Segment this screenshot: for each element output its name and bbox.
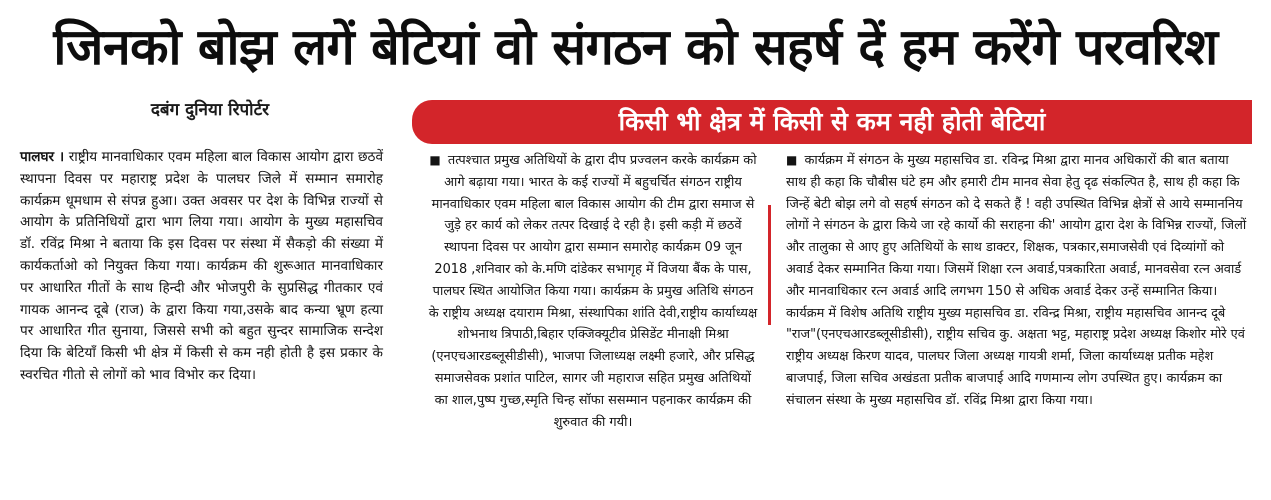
article-column-1	[20, 147, 383, 387]
byline: दबंग दुनिया रिपोर्टर	[150, 100, 270, 120]
article-column-3	[786, 150, 1248, 412]
subheadline: किसी भी क्षेत्र में किसी से कम नही होती बेटियां	[618, 107, 1046, 136]
dateline: पालघर ।	[20, 149, 65, 165]
column-1-text: राष्ट्रीय मानवाधिकार एवम महिला बाल विकास आयोग द्वारा छठवें स्थापना दिवस पर महाराष्ट्र प्रदेश के पालघर जिले में सम्मान समारोह कार्यक्रम धूमधाम से संपन्न हुआ। उक्त अवसर पर देश के विभिन्न राज्यों से आयोग के प्रतिनिधियों द्वारा भाग लिया गया। आयोग के मुख्य महासचिव डॉ. रविंद्र मिश्रा ने बताया कि इस दिवस पर संस्था में सैकड़ो की संख्या में कार्यकर्ताओ को नियुक्त किया गया। कार्यक्रम की शुरूआत मानवाधिकार पर आधारित गीतों के साथ हिन्दी और भोजपुरी के सुप्रसिद्ध गीतकार एवं गायक आनन्द दूबे (राज) के द्वारा किया गया,उसके बाद कन्या भ्रूण हत्या पर आधारित गीत सुनाया, जिससे सभी को बहुत सुन्दर सामाजिक सन्देश दिया कि बेटियाँ किसी भी क्षेत्र में किसी से कम नही होती है इस प्रकार के स्वरचित गीतो से लोगों को भाव विभोर कर दिया।	[20, 149, 383, 383]
column-2-text: तत्पश्चात प्रमुख अतिथियों के द्वारा दीप प्रज्वलन करके कार्यक्रम को आगे बढ़ाया गया। भारत के कई राज्यों में बहुचर्चित संगठन राष्ट्रीय मानवाधिकार एवम महिला बाल विकास आयोग की टीम द्वारा समाज से जुड़े हर कार्य को लेकर तत्पर दिखाई दे रही है। इसी कड़ी में छठवें स्थापना दिवस पर आयोग द्वारा सम्मान समारोह कार्यक्रम 09 जून 2018 ,शनिवार को के.मणि दांडेकर सभागृह में विजया बैंक के पास, पालघर स्थित आयोजित किया गया। कार्यक्रम के प्रमुख अतिथि संगठन के राष्ट्रीय अध्यक्ष दयाराम मिश्रा, संस्थापिका शांति देवी,राष्ट्रीय कार्याध्यक्ष शोभनाथ त्रिपाठी,बिहार एक्जिक्यूटीव प्रेसिडेंट मीनाक्षी मिश्रा (एनएचआरडब्लूसीडीसी), भाजपा जिलाध्यक्ष लक्ष्मी हजारे, और प्रसिद्ध समाजसेवक प्रशांत पाटिल, सागर जी महाराज सहित प्रमुख अतिथियों का शाल,पुष्प गुच्छ,स्मृति चिन्ह सॉफा ससम्मान पहनाकर कार्यक्रम की शुरुवात की गयी।	[428, 153, 758, 430]
column-divider	[768, 205, 771, 325]
column-3-text: कार्यक्रम में संगठन के मुख्य महासचिव डा. रविन्द्र मिश्रा द्वारा मानव अधिकारों की बात बताया साथ ही कहा कि चौबीस घंटे हम और हमारी टीम मानव सेवा हेतु दृढ संकल्पित है, साथ ही कहा कि जिन्हें बेटी बोझ लगे वो सहर्ष संगठन को दे सकते हैं ! वही उपस्थित विभिन्न क्षेत्रों से आये सम्माननिय लोगों ने संगठन के द्वारा किये जा रहे कार्यो की सराहना की' आयोग द्वारा देश के विभिन्न राज्यों, जिलों और तालुका से आए हुए अतिथियों के साथ डाक्टर, शिक्षक, पत्रकार,समाजसेवी एवं दिव्यांगों को अवार्ड देकर सम्मानित किया गया। जिसमें शिक्षा रत्न अवार्ड,पत्रकारिता अवार्ड, मानवसेवा रत्न अवार्ड और मानवाधिकार रत्न अवार्ड आदि लगभग 150 से अधिक अवार्ड देकर उन्हें सम्मानित किया। कार्यक्रम में विशेष अतिथि राष्ट्रीय मुख्य महासचिव डा. रविन्द्र मिश्रा, राष्ट्रीय महासचिव आनन्द दूबे "राज"(एनएचआरडब्लूसीडीसी), राष्ट्रीय सचिव कु. अक्षता भट्ट, महाराष्ट्र प्रदेश अध्यक्ष किशोर मोरे एवं राष्ट्रीय अध्यक्ष किरण यादव, पालघर जिला अध्यक्ष गायत्री शर्मा, जिला कार्याध्यक्ष प्रतीक महेश बाजपाई, जिला सचिव अखंडता प्रतीक बाजपाई आदि गणमान्य लोग उपस्थित हुए। कार्यक्रम का संचालन संस्था के मुख्य महासचिव डॉ. रविंद्र मिश्रा द्वारा किया गया।	[786, 153, 1247, 408]
bullet-square-icon: ■	[429, 153, 441, 167]
article-column-2	[428, 150, 758, 433]
bullet-square-icon: ■	[786, 153, 798, 167]
headline: जिनको बोझ लगें बेटियां वो संगठन को सहर्ष दें हम करेंगे परवरिश	[53, 18, 1218, 76]
